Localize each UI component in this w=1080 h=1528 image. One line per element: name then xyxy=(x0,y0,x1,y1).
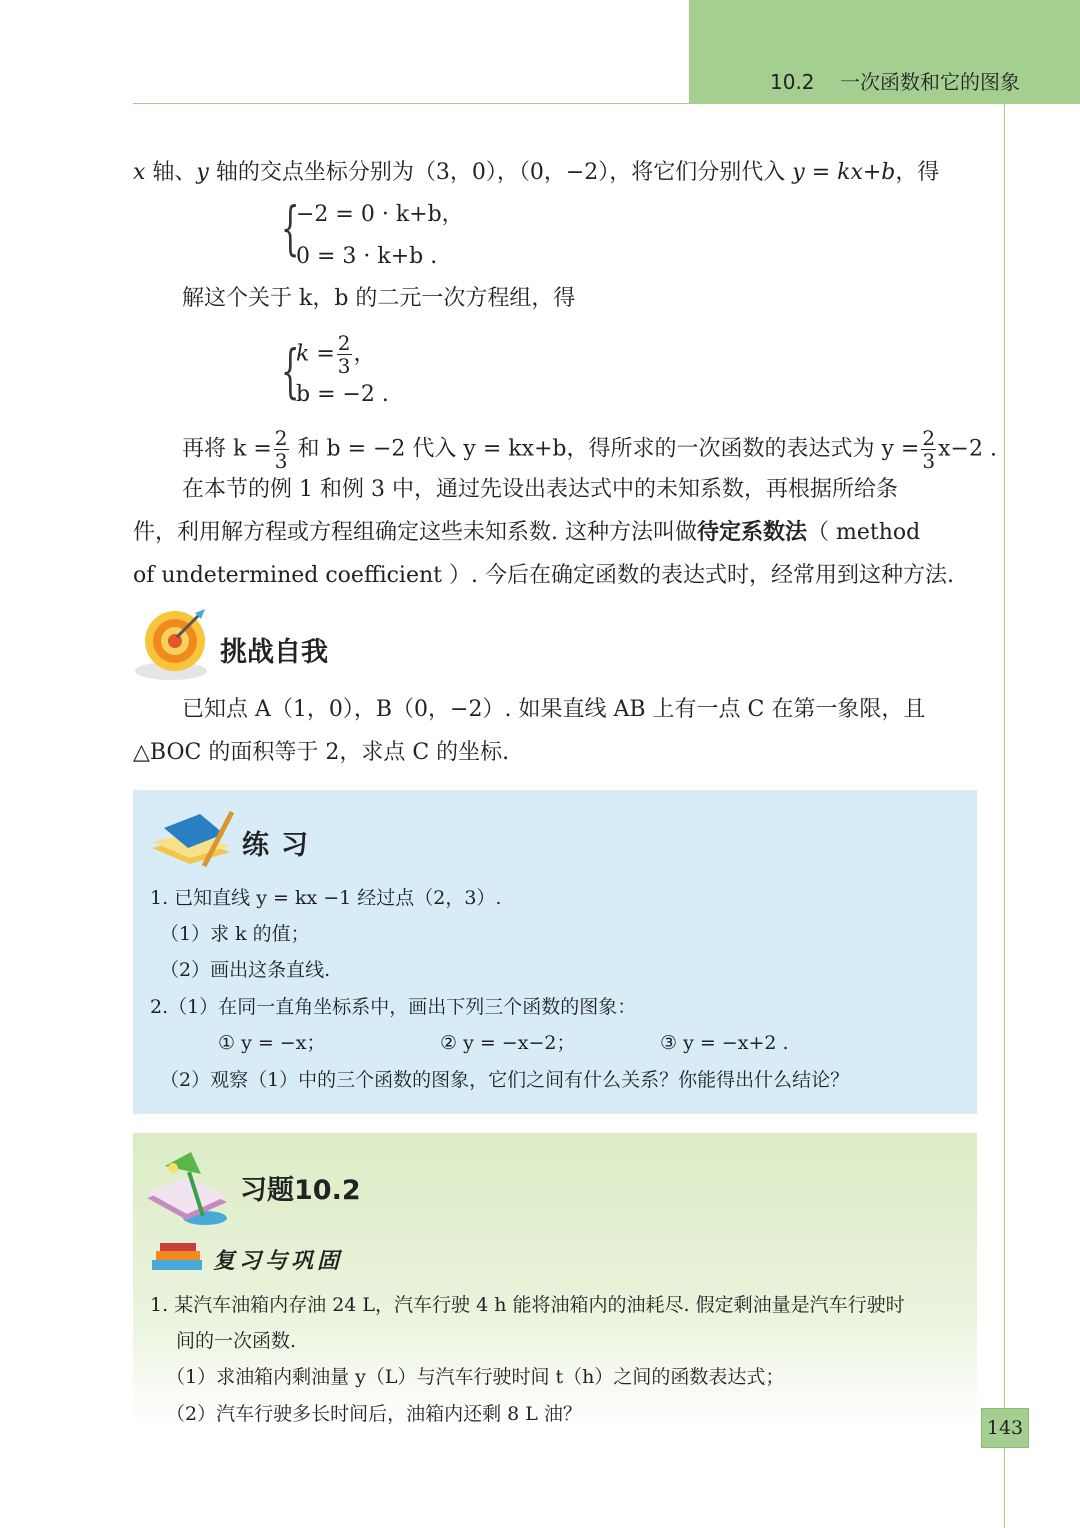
text-fragment: ，得 xyxy=(895,160,940,185)
substitution-line xyxy=(182,427,997,472)
challenge-title: 挑战自我 xyxy=(220,637,328,668)
paragraph-line-3: of undetermined coefficient ）. 今后在确定函数的表达式时，经常用到这种方法. xyxy=(133,563,954,588)
fraction-numerator: 2 xyxy=(922,426,936,450)
var-x: x xyxy=(133,160,146,185)
practice-q1-2: （2）画出这条直线. xyxy=(160,959,331,981)
practice-q1-1: （1）求 k 的值； xyxy=(160,923,310,945)
fraction-denominator: 3 xyxy=(337,354,351,378)
exercise-q1-2: （2）汽车行驶多长时间后，油箱内还剩 8 L 油？ xyxy=(166,1403,582,1425)
lamp-books-icon xyxy=(143,1148,235,1228)
fraction-numerator: 2 xyxy=(337,331,351,355)
system-brace-2: { xyxy=(281,337,300,405)
header-rule xyxy=(133,103,1080,104)
var-y: y xyxy=(196,160,209,185)
margin-rule xyxy=(1004,104,1005,1528)
exercise-title: 习题10.2 xyxy=(240,1175,361,1206)
text-fragment: ， xyxy=(353,341,376,367)
practice-q2-f1: ① y = −x； xyxy=(218,1032,326,1054)
system1-eq2: 0 = 3 · k+b . xyxy=(296,244,438,269)
text-fragment: x−2 . xyxy=(938,436,997,462)
fraction xyxy=(921,427,936,472)
fraction-denominator: 3 xyxy=(922,449,936,473)
system1-eq1: −2 = 0 · k+b， xyxy=(296,202,464,227)
exercise-q1-line-2: 间的一次函数. xyxy=(176,1330,297,1352)
books-pencil-icon xyxy=(146,808,238,870)
exercise-q1-1: （1）求油箱内剩油量 y（L）与汽车行驶时间 t（h）之间的函数表达式； xyxy=(166,1366,785,1388)
fraction xyxy=(337,332,352,377)
fraction xyxy=(274,427,289,472)
fraction-numerator: 2 xyxy=(274,426,288,450)
practice-q2: 2.（1）在同一直角坐标系中，画出下列三个函数的图象： xyxy=(150,996,637,1018)
formula: y = kx+b xyxy=(792,160,896,185)
challenge-line-2: △BOC 的面积等于 2，求点 C 的坐标. xyxy=(133,740,510,765)
system2-eq2: b = −2 . xyxy=(296,382,389,407)
practice-q2-f2: ② y = −x−2； xyxy=(440,1032,576,1054)
paragraph-line-1: 在本节的例 1 和例 3 中，通过先设出表达式中的未知系数，再根据所给条 xyxy=(182,477,898,502)
practice-title: 练习 xyxy=(242,830,320,861)
text-fragment: 再将 k = xyxy=(182,436,272,462)
system-brace-1: { xyxy=(281,194,300,262)
text-line-1 xyxy=(133,158,939,188)
paragraph-line-2 xyxy=(133,518,920,548)
review-subtitle: 复习与巩固 xyxy=(213,1248,344,1274)
text-fragment: 轴的交点坐标分别为（3，0），（0，−2），将它们分别代入 xyxy=(208,160,793,185)
text-fragment: 件，利用解方程或方程组确定这些未知系数. 这种方法叫做 xyxy=(133,520,697,545)
exercise-q1-line-1: 1. 某汽车油箱内存油 24 L，汽车行驶 4 h 能将油箱内的油耗尽. 假定剩油量是汽车行驶时 xyxy=(150,1294,905,1316)
solve-text: 解这个关于 k，b 的二元一次方程组，得 xyxy=(182,286,576,311)
practice-q2-f3: ③ y = −x+2 . xyxy=(660,1032,789,1054)
key-term: 待定系数法 xyxy=(697,520,808,545)
section-title: 10.2 一次函数和它的图象 xyxy=(770,70,1020,94)
practice-q2-2: （2）观察（1）中的三个函数的图象，它们之间有什么关系？你能得出什么结论？ xyxy=(160,1069,850,1091)
text-fragment: 轴、 xyxy=(145,160,197,185)
system2-eq1 xyxy=(296,332,376,377)
books-stack-icon xyxy=(148,1240,208,1274)
fraction-denominator: 3 xyxy=(274,449,288,473)
k-label: k = xyxy=(296,341,335,367)
page-number: 143 xyxy=(981,1408,1029,1448)
text-fragment: （ method xyxy=(807,520,921,545)
challenge-line-1: 已知点 A（1，0），B（0，−2）. 如果直线 AB 上有一点 C 在第一象限，且 xyxy=(182,697,926,722)
target-icon xyxy=(133,603,213,683)
practice-q1: 1. 已知直线 y = kx −1 经过点（2，3）. xyxy=(150,887,502,909)
text-fragment: 和 b = −2 代入 y = kx+b，得所求的一次函数的表达式为 y = xyxy=(290,436,920,462)
